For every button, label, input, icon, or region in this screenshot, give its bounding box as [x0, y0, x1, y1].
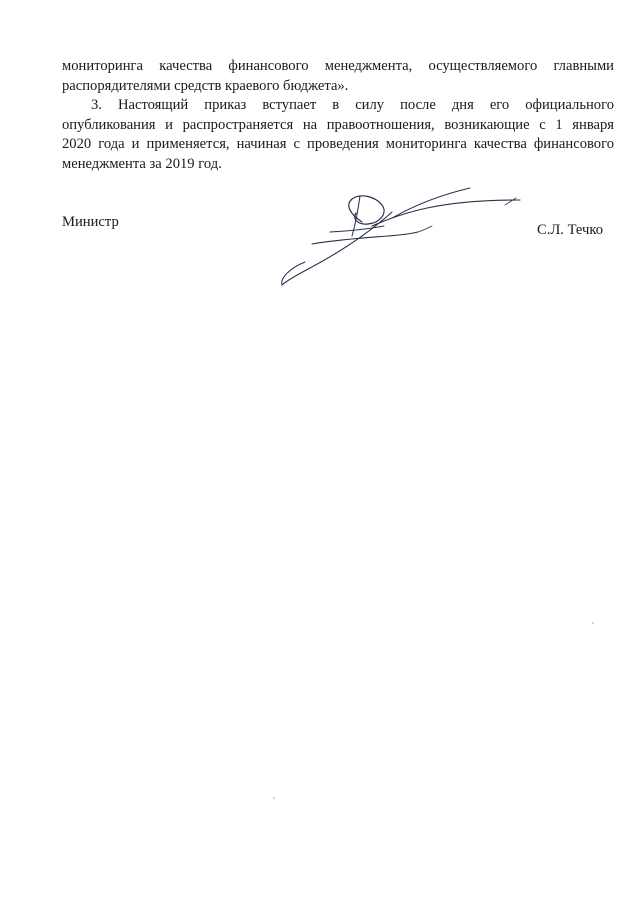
scan-speck — [273, 797, 275, 799]
document-body — [62, 57, 614, 174]
paragraph-3 — [62, 96, 614, 174]
text-line: опубликования и распространяется на правоотношения, возникающие с 1 января — [62, 116, 614, 133]
paragraph-2-tail — [62, 57, 614, 96]
text-line: распорядителями средств краевого бюджета». — [62, 77, 349, 94]
text-line: мониторинга качества финансового менеджмента, осуществляемого главными — [62, 58, 614, 74]
text-line: 2020 года и применяется, начиная с проведения мониторинга качества финансового — [62, 136, 614, 152]
text-line: менеджмента за 2019 год. — [62, 155, 222, 172]
signer-name: С.Л. Течко — [537, 222, 604, 238]
text-line: 3. Настоящий приказ вступает в силу после дня его официального — [91, 97, 614, 113]
signer-position-title: Министр — [62, 214, 119, 230]
scan-speck — [592, 622, 594, 624]
